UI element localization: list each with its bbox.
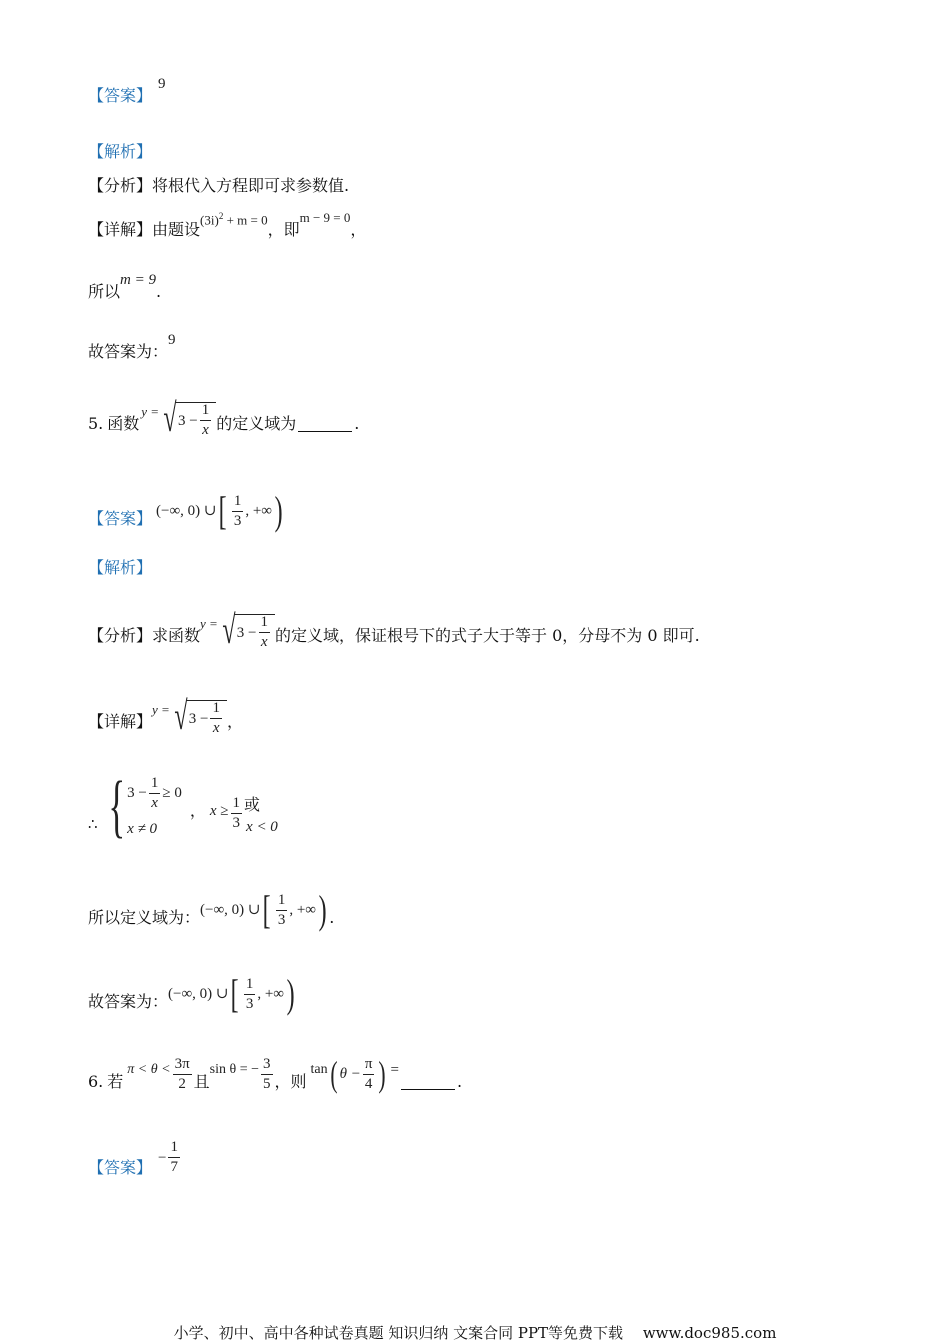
- right-paren: ): [286, 971, 295, 1016]
- answer-label: 【答案】: [88, 86, 153, 105]
- q5-answer-a: (−∞, 0) ∪: [156, 503, 217, 519]
- q4-final-prefix: 故答案为：: [88, 342, 169, 361]
- q5-final-line: [88, 971, 297, 1022]
- fenxi-label: 【分析】: [88, 176, 153, 195]
- q5-frac-d: x: [202, 422, 209, 438]
- q4-detail-eq1: [200, 206, 268, 230]
- q6-frac3-d: 4: [364, 1075, 373, 1092]
- q5-domain-prefix: 所以定义域为：: [88, 908, 201, 927]
- sqrt-sign-icon: √: [222, 607, 236, 652]
- q6-answer-n: 1: [168, 1140, 180, 1158]
- analysis-label: 【解析】: [88, 142, 153, 161]
- q6-qie: 且: [193, 1072, 210, 1091]
- q5-fenxi-frac: [259, 615, 271, 650]
- q5-fenxi-a: 求函数: [152, 626, 201, 645]
- q5-detail-y: y =: [152, 702, 170, 717]
- q4-detail-line: [88, 210, 367, 242]
- analysis-label: 【解析】: [88, 558, 153, 577]
- q6-ineq-a: π < θ <: [127, 1062, 171, 1077]
- q6-tan-arg: [328, 1056, 389, 1092]
- q5-row1-a: 3 −: [127, 785, 147, 801]
- q5-answer-b: , +∞: [245, 503, 272, 519]
- q5-system-line: [88, 768, 278, 845]
- q4-eq1-sup: 2: [218, 211, 224, 221]
- q4-detail-mid: ，即: [267, 220, 300, 240]
- q5-fenxi-y: y =: [200, 616, 218, 631]
- sqrt-sign-icon: √: [174, 693, 188, 738]
- q4-so-prefix: 所以: [88, 282, 121, 301]
- q5-detail-comma: ，: [226, 712, 243, 731]
- q4-so-line: [88, 272, 162, 302]
- q6-frac3: [363, 1057, 375, 1092]
- right-paren: ): [318, 887, 327, 932]
- q6-frac2-n: 3: [261, 1057, 273, 1075]
- q6-sin-eq: sin θ = −: [209, 1062, 260, 1077]
- q5-inequality-system: [100, 768, 182, 845]
- q5-fenxi-line: [88, 607, 700, 656]
- q4-eq1-rest: + m = 0: [223, 212, 268, 228]
- q5-domain-end: .: [329, 908, 335, 927]
- q5-frac-n: 1: [200, 403, 212, 421]
- q5-fenxi-sqrt: [218, 607, 275, 652]
- q5-detail-sqrt: [170, 693, 227, 738]
- q5-x-lt: x < 0: [246, 819, 278, 835]
- q5-or: 或: [244, 795, 261, 814]
- left-bracket: [: [263, 887, 272, 932]
- q6-frac2: [261, 1057, 273, 1092]
- q5-system-rows: [127, 776, 182, 839]
- q6-frac3-n: π: [363, 1057, 375, 1075]
- q5-detail-frac-d: x: [212, 720, 220, 736]
- q6-answer-blank: [401, 1075, 455, 1090]
- q4-analysis-line: [88, 142, 152, 162]
- q5-sys-comma: ，: [189, 801, 206, 820]
- q6-tan: tan: [310, 1062, 328, 1077]
- q5-final-frac: $\frac{1}{3}$: [245, 975, 254, 1012]
- q4-fenxi-line: [88, 176, 349, 196]
- q6-end: .: [456, 1072, 463, 1091]
- q5-sqrt: [159, 395, 216, 440]
- therefore-icon: ∴: [88, 817, 98, 833]
- q4-detail-eq2: m − 9 = 0: [299, 210, 351, 226]
- fenxi-label: 【分析】: [88, 626, 153, 645]
- q5-final-a: (−∞, 0) ∪: [168, 986, 229, 1002]
- q5-domain-a: (−∞, 0) ∪: [200, 902, 261, 918]
- q5-row1-frac-n: 1: [149, 776, 161, 794]
- q5-domain-line: [88, 887, 335, 938]
- left-brace: {: [107, 768, 125, 845]
- q5-row1-frac-d: x: [151, 794, 158, 811]
- q5-stem-line: [88, 395, 360, 444]
- q5-final-b: , +∞: [257, 986, 284, 1002]
- q6-answer-frac: [168, 1140, 180, 1175]
- q5-answer-expr: [156, 488, 285, 533]
- q6-answer-line: [88, 1139, 182, 1185]
- q5-fenxi-frac-d: x: [260, 634, 268, 650]
- q5-system-row1: [127, 776, 182, 811]
- q6-eq: =: [390, 1062, 399, 1078]
- left-bracket: [: [219, 488, 228, 533]
- q4-detail-end: ，: [350, 220, 367, 240]
- q5-row1-frac: [149, 776, 161, 811]
- q5-stem-end: .: [354, 414, 360, 433]
- left-bracket: [: [231, 971, 240, 1016]
- detail-label: 【详解】: [88, 712, 153, 731]
- q4-fenxi-text: 将根代入方程即可求参数值.: [152, 176, 350, 195]
- q6-ze: ，则: [274, 1072, 307, 1091]
- q4-so-end: .: [155, 282, 162, 301]
- q5-domain-expr: [200, 887, 329, 932]
- q4-so-eq: m = 9: [120, 272, 156, 288]
- q6-answer-expr: [158, 1140, 182, 1175]
- q5-answer-blank: [298, 417, 352, 432]
- right-paren: ): [274, 488, 283, 533]
- q5-stem-b: 的定义域为: [216, 414, 297, 433]
- q4-detail-prefix: 由题设: [152, 220, 201, 240]
- q5-stem-a: 函数: [107, 414, 140, 433]
- q5-answer-line: [88, 488, 285, 539]
- q5-fenxi-sqrt-body: [234, 614, 275, 650]
- q6-frac1-n: 3π: [173, 1057, 192, 1075]
- answer-label: 【答案】: [88, 509, 153, 528]
- q4-answer-line: [88, 76, 166, 106]
- q6-theta-minus: θ −: [339, 1066, 361, 1082]
- q4-answer-value: 9: [158, 76, 166, 92]
- q6-frac1: [173, 1057, 192, 1092]
- left-paren: (: [330, 1054, 338, 1094]
- q5-fenxi-frac-n: 1: [259, 615, 271, 633]
- q4-final-val: 9: [168, 332, 176, 348]
- q6-ruo: 若: [107, 1072, 124, 1091]
- q5-fenxi-b: 的定义域，保证根号下的式子大于等于 0，分母不为 0 即可.: [275, 626, 700, 645]
- q6-frac2-d: 5: [263, 1075, 271, 1092]
- q4-final-line: [88, 332, 176, 362]
- detail-label: 【详解】: [88, 220, 153, 240]
- q5-rad-a: 3 −: [178, 412, 198, 429]
- q5-num: 5.: [88, 414, 104, 433]
- q5-final-expr: [168, 971, 297, 1016]
- q5-sqrt-body: [175, 402, 216, 438]
- q5-final-prefix: 故答案为：: [88, 992, 169, 1011]
- q5-domain-b: , +∞: [289, 902, 316, 918]
- q5-answer-frac: $\frac{1}{3}$: [233, 492, 242, 529]
- q5-detail-sqrt-body: [186, 700, 227, 736]
- q5-frac: [200, 403, 212, 438]
- q5-detail-rad-a: 3 −: [188, 710, 209, 727]
- q5-row1-b: ≥ 0: [162, 785, 182, 801]
- q5-domain-frac: $\frac{1}{3}$: [277, 891, 286, 928]
- q5-detail-frac: [210, 701, 222, 736]
- q5-fenxi-rad-a: 3 −: [236, 624, 257, 641]
- q4-eq1-base: (3i): [200, 212, 219, 228]
- q6-answer-sign: −: [158, 1149, 167, 1166]
- page-footer: 小学、初中、高中各种试卷真题 知识归纳 文案合同 PPT等免费下载 www.doc985.com: [173, 1324, 777, 1342]
- sqrt-sign-icon: √: [163, 395, 177, 440]
- q5-y-eq: y =: [141, 404, 160, 419]
- right-paren: ): [378, 1054, 387, 1094]
- q5-detail-frac-n: 1: [210, 701, 222, 719]
- q5-system-row2: x ≠ 0: [127, 820, 158, 837]
- q5-detail-line: [88, 693, 243, 742]
- q5-x-geq-frac: $\frac{1}{3}$: [232, 794, 241, 831]
- q5-analysis-line: [88, 558, 152, 578]
- q5-x-geq: x ≥: [209, 803, 229, 819]
- q6-frac1-d: 2: [178, 1075, 186, 1092]
- q6-answer-d: 7: [170, 1159, 178, 1175]
- q6-num: 6.: [88, 1072, 104, 1091]
- answer-label: 【答案】: [88, 1157, 153, 1177]
